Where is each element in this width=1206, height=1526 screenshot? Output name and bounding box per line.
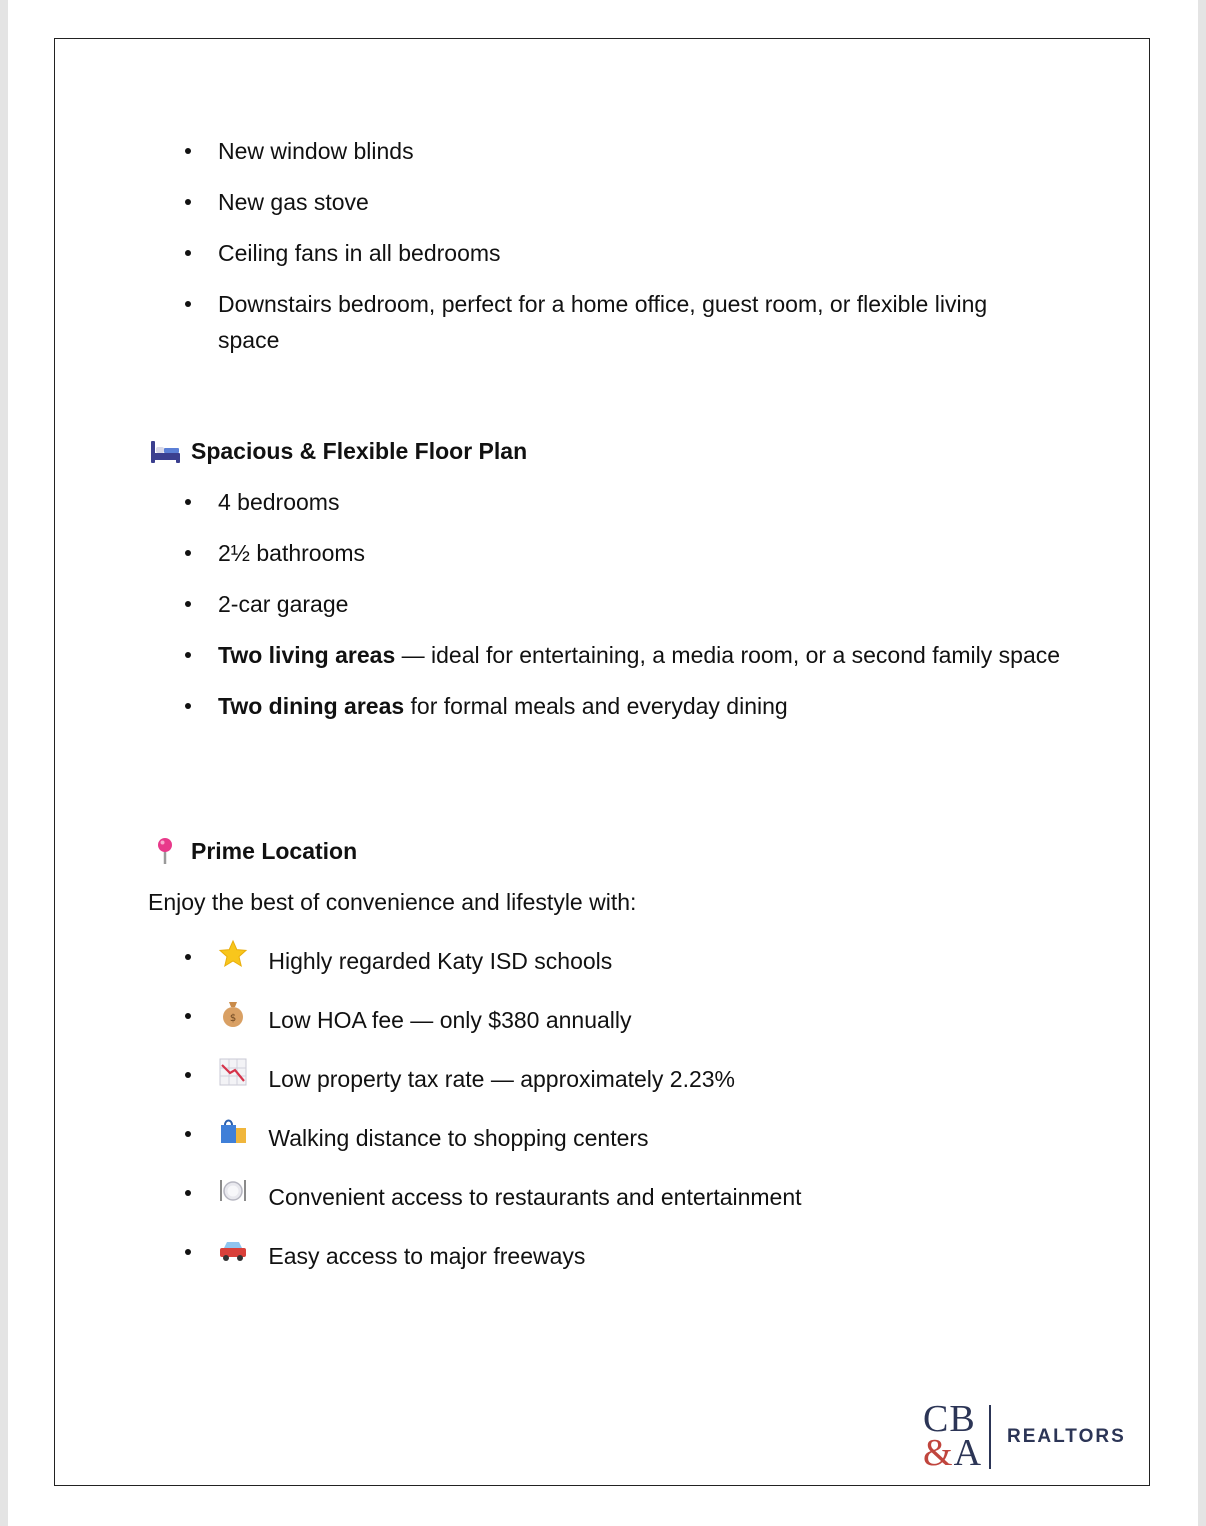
bullet-icon bbox=[185, 1190, 191, 1196]
list-item bbox=[55, 286, 1149, 358]
features-list bbox=[55, 133, 1149, 358]
floor-plan-heading bbox=[149, 433, 527, 469]
list-item bbox=[55, 1057, 1149, 1097]
bullet-icon bbox=[185, 1072, 191, 1078]
list-item bbox=[55, 939, 1149, 979]
location-list bbox=[55, 939, 1149, 1274]
list-item bbox=[55, 535, 1149, 571]
location-heading bbox=[149, 833, 357, 869]
list-item-text: Two living areas — ideal for entertaining, a media room, or a second family space bbox=[218, 642, 1061, 668]
bullet-icon bbox=[185, 652, 191, 658]
bullet-icon bbox=[185, 250, 191, 256]
viewer-right-edge bbox=[1198, 0, 1206, 1526]
logo-wordmark: REALTORS bbox=[1007, 1426, 1126, 1447]
list-item-text: Low property tax rate — approximately 2.23% bbox=[218, 1057, 1078, 1097]
list-item-text: 2-car garage bbox=[218, 591, 349, 617]
document-page bbox=[54, 38, 1150, 1486]
list-item-text: Convenient access to restaurants and entertainment bbox=[218, 1175, 1078, 1215]
bullet-icon bbox=[185, 954, 191, 960]
floor-plan-list bbox=[55, 484, 1149, 724]
star-icon bbox=[218, 939, 248, 969]
bullet-icon bbox=[185, 499, 191, 505]
list-item bbox=[55, 688, 1149, 724]
round-pushpin-icon bbox=[149, 837, 181, 865]
bullet-icon bbox=[185, 601, 191, 607]
list-item-text: Ceiling fans in all bedrooms bbox=[218, 240, 501, 266]
list-item bbox=[55, 998, 1149, 1038]
bullet-icon bbox=[185, 703, 191, 709]
heading-text: Prime Location bbox=[191, 838, 358, 864]
bullet-icon bbox=[185, 550, 191, 556]
svg-text:$: $ bbox=[229, 1013, 237, 1024]
car-icon bbox=[218, 1234, 248, 1264]
location-intro: Enjoy the best of convenience and lifestyle with: bbox=[148, 889, 637, 915]
logo-amp-a: &A bbox=[923, 1432, 983, 1474]
list-item-text: Two dining areas for formal meals and everyday dining bbox=[218, 693, 788, 719]
list-item-text: New window blinds bbox=[218, 138, 414, 164]
money-bag-icon bbox=[218, 998, 248, 1028]
heading-text: Spacious & Flexible Floor Plan bbox=[191, 438, 528, 464]
list-item bbox=[55, 133, 1149, 169]
list-item bbox=[55, 484, 1149, 520]
list-item bbox=[55, 637, 1149, 673]
viewer-left-edge bbox=[0, 0, 8, 1526]
list-item bbox=[55, 235, 1149, 271]
list-item bbox=[55, 1234, 1149, 1274]
list-item-text: $ Low HOA fee — only $380 annually bbox=[218, 998, 1078, 1038]
list-item-text: Highly regarded Katy ISD schools bbox=[218, 939, 1078, 979]
bed-icon bbox=[149, 437, 181, 465]
list-item bbox=[55, 586, 1149, 622]
list-item-text: New gas stove bbox=[218, 189, 369, 215]
cba-realtors-logo bbox=[923, 1398, 1126, 1474]
bullet-icon bbox=[185, 1131, 191, 1137]
list-item bbox=[55, 1175, 1149, 1215]
bullet-icon bbox=[185, 199, 191, 205]
logo-cb: CB bbox=[923, 1398, 976, 1440]
chart-decreasing-icon bbox=[218, 1057, 248, 1087]
logo-divider bbox=[989, 1405, 991, 1469]
shopping-bags-icon bbox=[218, 1116, 248, 1146]
bullet-icon bbox=[185, 148, 191, 154]
list-item bbox=[55, 1116, 1149, 1156]
list-item-text: 2½ bathrooms bbox=[218, 540, 366, 566]
list-item-text: 4 bedrooms bbox=[218, 489, 340, 515]
bullet-icon bbox=[185, 1013, 191, 1019]
bullet-icon bbox=[185, 301, 191, 307]
list-item bbox=[55, 184, 1149, 220]
list-item-text: Easy access to major freeways bbox=[218, 1234, 1078, 1274]
list-item-text: Walking distance to shopping centers bbox=[218, 1116, 1078, 1156]
bullet-icon bbox=[185, 1249, 191, 1255]
plate-fork-knife-icon bbox=[218, 1175, 248, 1205]
list-item-text: Downstairs bedroom, perfect for a home office, guest room, or flexible living space bbox=[218, 291, 988, 353]
